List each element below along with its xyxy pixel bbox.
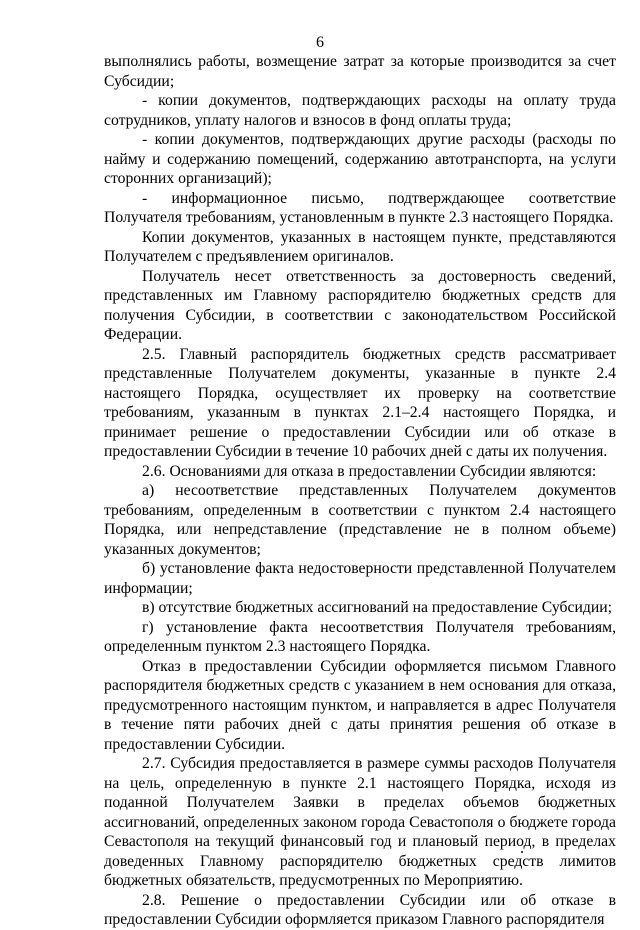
paragraph: 2.7. Субсидия предоставляется в размере суммы расходов Получателя на цель, определенную в пункте 2.1 настоящего Порядка, исходя из поданной Получателем Заявки в пределах объемов бюджетных ассигнований, определенных законом города Севастополя о бюджете города Севастополя на текущий финансовый год и плановый период, в пределах доведенных Главному распорядителю бюджетных средств лимитов бюджетных обязательств, предусмотренных по Мероприятию. <box>104 755 616 889</box>
paragraph: - информационное письмо, подтверждающее соответствие Получателя требованиям, установленным в пункте 2.3 настоящего Порядка. <box>104 189 616 226</box>
paragraph: Копии документов, указанных в настоящем пункте, представляются Получателем с предъявлением оригиналов. <box>104 228 616 265</box>
paragraph: Отказ в предоставлении Субсидии оформляется письмом Главного распорядителя бюджетных средств с указанием в нем основания для отказа, предусмотренного настоящим пунктом, и направляется в адрес Получателя в течение пяти рабочих дней с даты принятия решения об отказе в предоставлении Субсидии. <box>104 657 616 753</box>
paragraph: а) несоответствие представленных Получателем документов требованиям, определенным в соответствии с пунктом 2.4 настоящего Порядка, или непредставление (представление не в полном объеме) указанных документов; <box>104 482 616 558</box>
paragraph: 2.8. Решение о предоставлении Субсидии или об отказе в предоставлении Субсидии оформляется приказом Главного распорядителя <box>104 891 616 928</box>
paragraph: 2.5. Главный распорядитель бюджетных средств рассматривает представленные Получателем документы, указанные в пункте 2.4 настоящего Порядка, осуществляет их проверку на соответствие требованиям, указанным в пунктах 2.1–2.4 настоящего Порядка, и принимает решение о предоставлении Субсидии или об отказе в предоставлении Субсидии в течение 10 рабочих дней с даты их получения. <box>104 345 616 460</box>
paragraph: - копии документов, подтверждающих расходы на оплату труда сотрудников, уплату налогов и взносов в фонд оплаты труда; <box>104 92 616 129</box>
paragraph: б) установление факта недостоверности представленной Получателем информации; <box>104 560 616 597</box>
paragraph: г) установление факта несоответствия Получателя требованиям, определенным пунктом 2.3 настоящего Порядка. <box>104 618 616 655</box>
paragraph: 2.6. Основаниями для отказа в предоставлении Субсидии являются: <box>142 462 597 480</box>
document-body <box>104 52 616 930</box>
paragraph: в) отсутствие бюджетных ассигнований на предоставление Субсидии; <box>142 599 612 616</box>
page-number: 6 <box>316 34 324 51</box>
paragraph: выполнялись работы, возмещение затрат за которые производится за счет Субсидии; <box>104 53 616 90</box>
paragraph: Получатель несет ответственность за достоверность сведений, представленных им Главному распорядителю бюджетных средств для получения Субсидии, в соответствии с законодательством Российской Федерации. <box>104 267 616 343</box>
paragraph: - копии документов, подтверждающих другие расходы (расходы по найму и содержанию помещений, содержанию автотранспорта, на услуги сторонних организаций); <box>104 131 616 187</box>
scan-speck <box>521 851 523 853</box>
